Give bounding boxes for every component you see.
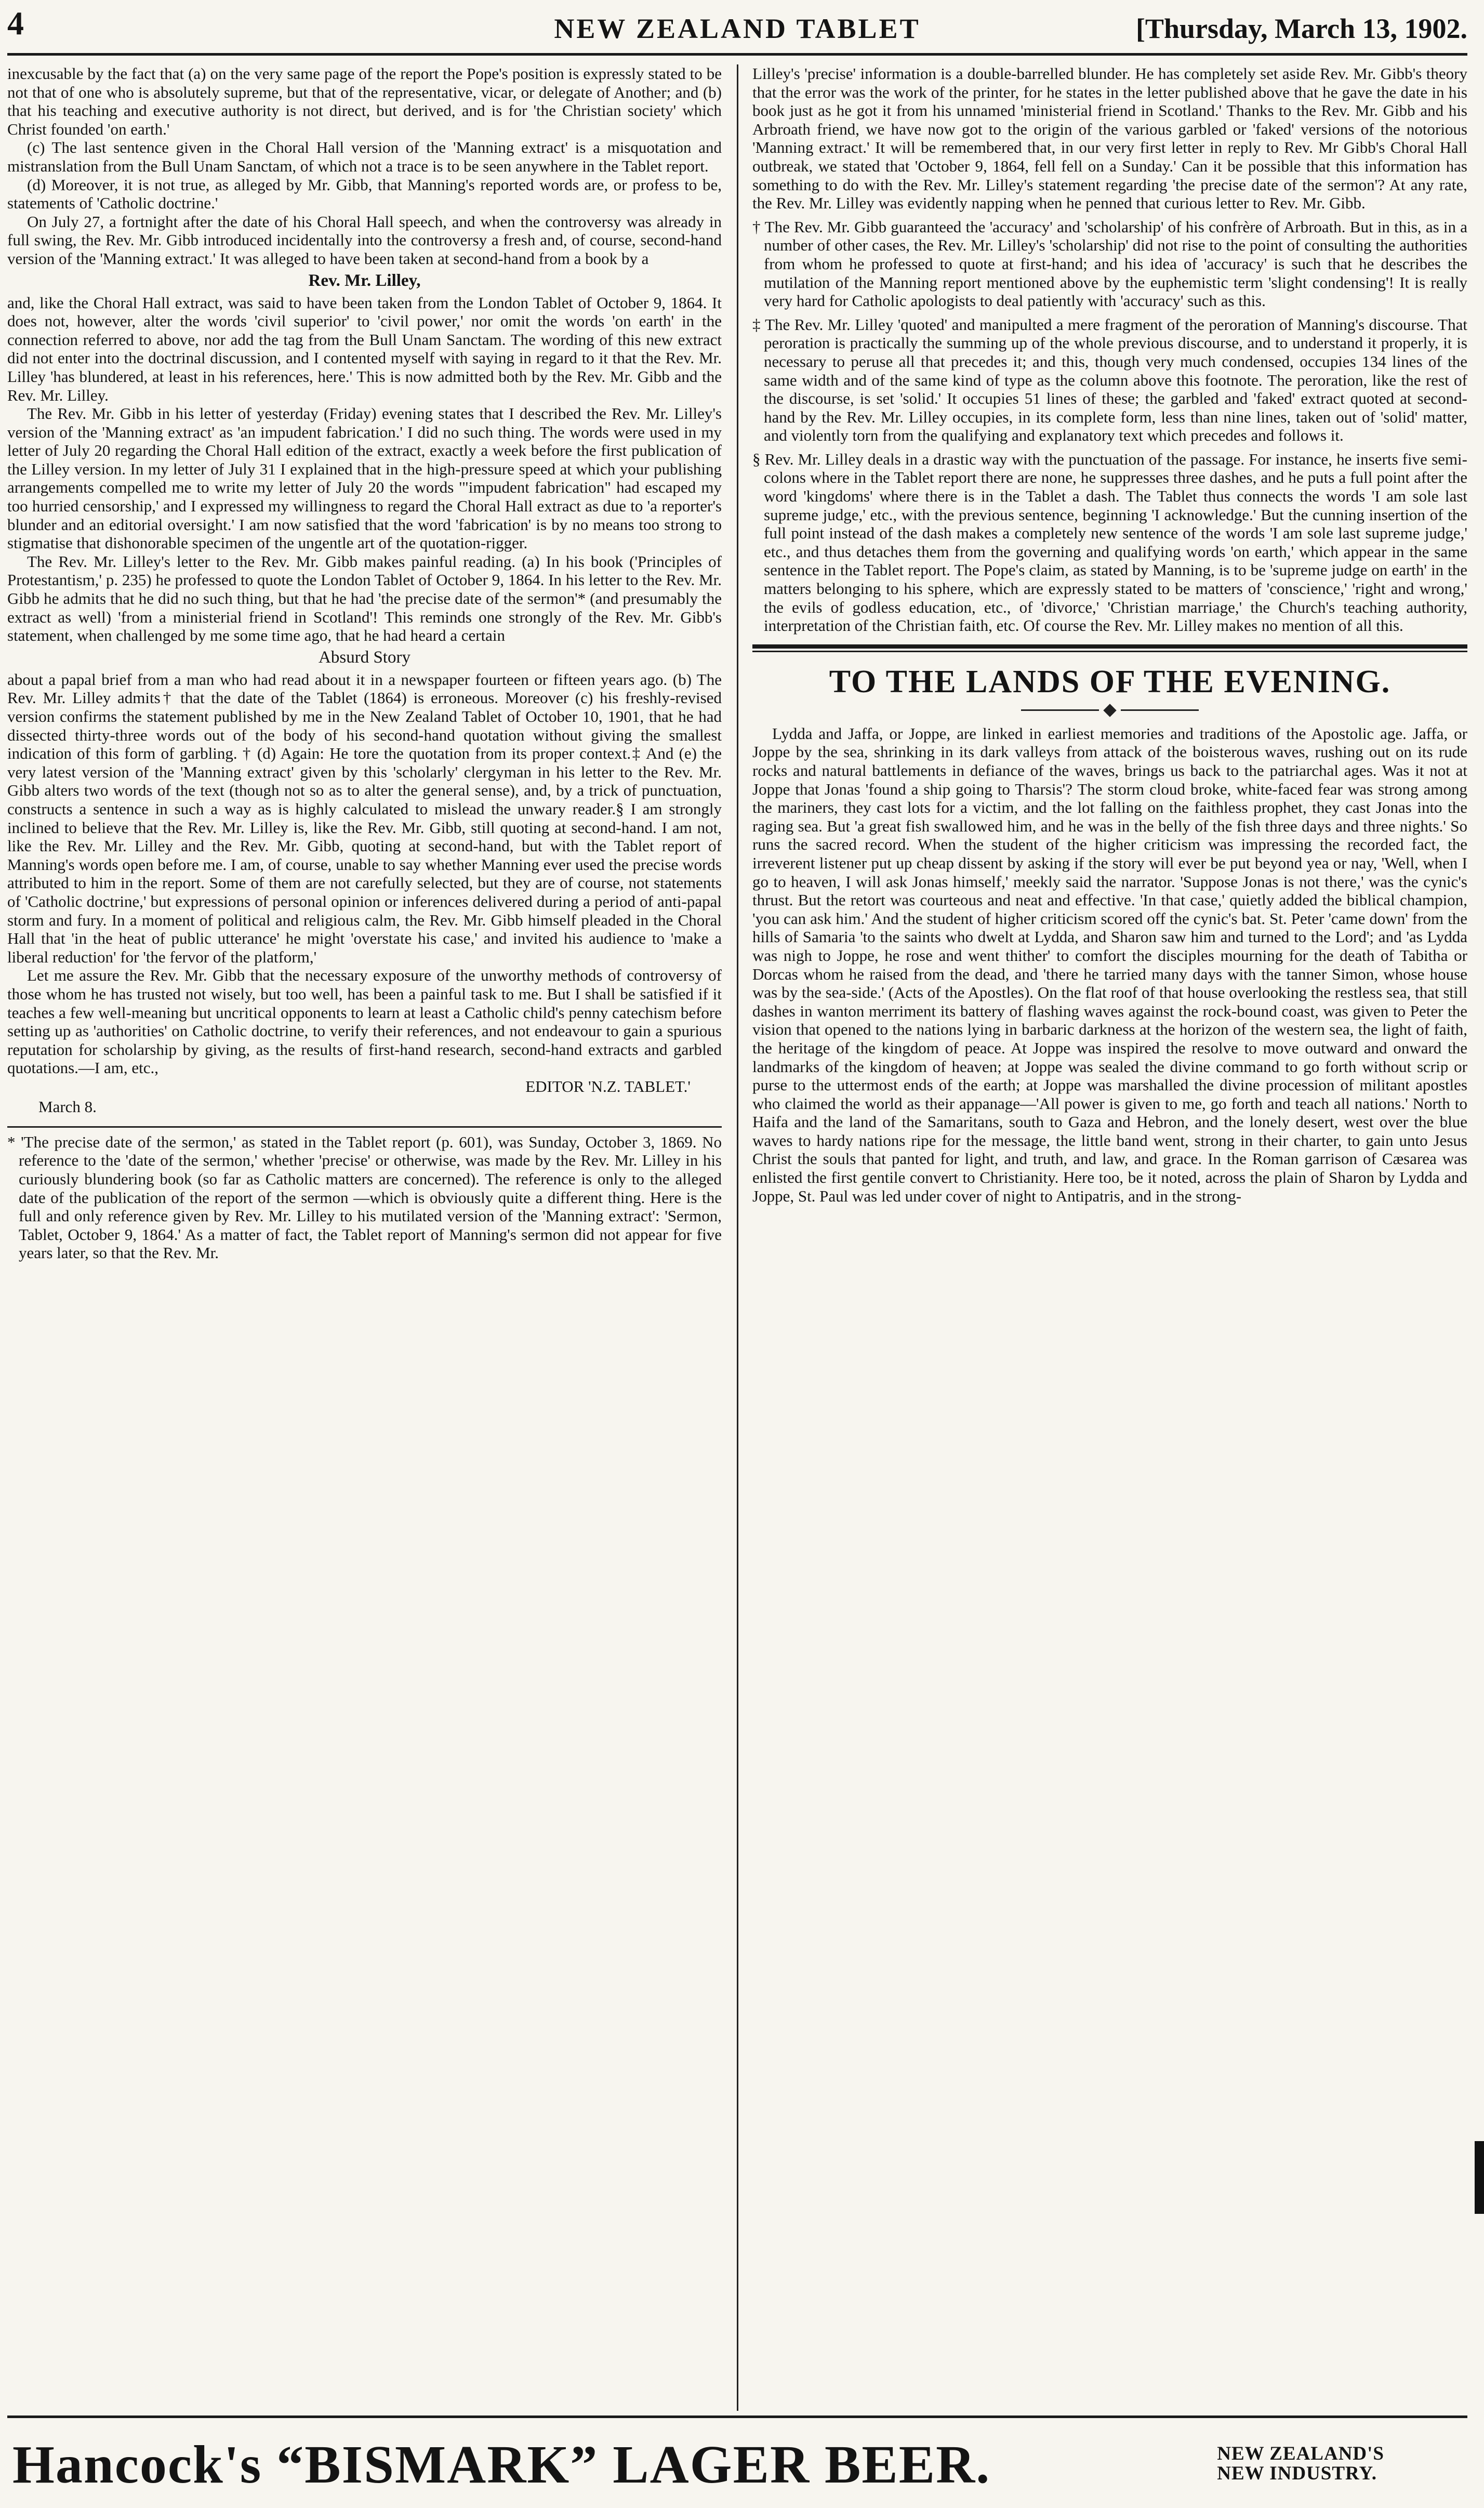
article-paragraph: and, like the Choral Hall extract, was said to have been taken from the London Tablet of October 9, 1864. It does not, however, alter the words 'civil superior' to 'civil power,' nor omit the words 'on earth' in the connection referred to above, nor add the tag from the Bull Unam Sanctam. The wording of this new extract did not enter into the doctrinal discussion, and I contented myself with saying in regard to it that the Rev. Mr. Lilley 'has blundered, at least in his references, here.' This is now admitted both by the Rev. Mr. Gibb and the Rev. Mr. Lilley. [7, 293, 722, 404]
right-column [752, 64, 1467, 2411]
section-rule [752, 651, 1467, 652]
column-divider [737, 64, 738, 2411]
section-rule [752, 644, 1467, 649]
letter-dateline: March 8. [38, 1097, 97, 1116]
margin-tab [1475, 2141, 1484, 2214]
subheading: Rev. Mr. Lilley, [308, 271, 421, 290]
section-title: TO THE LANDS OF THE EVENING. [829, 664, 1391, 699]
ornament-divider [752, 706, 1467, 715]
diamond-icon [1103, 704, 1116, 717]
advert-title: Hancock's “BISMARK” LAGER BEER. [12, 2435, 991, 2494]
article-paragraph: The Rev. Mr. Lilley's letter to the Rev. Mr. Gibb makes painful reading. (a) In his book ('Principles of Protestantism,' p. 235) he professed to quote the London Tablet of October 9, 1864. In his letter to the Rev. Mr. Gibb he admits that he did no such thing, but that he had 'the precise date of the sermon'* (and presumably the extract as well) 'from a ministerial friend in Scotland'! This reminds one strongly of the Rev. Mr. Gibb's statement, when challenged by me some time ago, that he had heard a certain [7, 552, 722, 645]
tagline-line: NEW INDUSTRY. [1217, 2463, 1377, 2484]
footnote-continued: Lilley's 'precise' information is a double-barrelled blunder. He has completely set aside Rev. Mr. Gibb's theory that the error was the work of the printer, for he states in the letter published above that he gave the date in his book just as he got it from his unnamed 'ministerial friend in Scotland.' Thanks to the Rev. Mr. Gibb and his Arbroath friend, we have now got to the origin of the various garbled or 'faked' versions of the notorious 'Manning extract.' It will be remembered that, in our very first letter in reply to Rev. Mr Gibb's Choral Hall outbreak, we stated that 'October 9, 1864, fell fell on a Sunday.' Can it be possible that this information has something to do with the Rev. Mr. Lilley's statement regarding 'the precise date of the sermon'? At any rate, the Rev. Mr. Lilley was evidently napping when he penned that curious letter to Rev. Mr. Gibb. [752, 64, 1467, 213]
ornament-line [1121, 709, 1199, 711]
footnote-divider [7, 1126, 722, 1128]
article-paragraph: about a papal brief from a man who had read about it in a newspaper fourteen or fifteen years ago. (b) The Rev. Mr. Lilley admits† that the date of the Tablet (1864) is erroneous. Moreover (c) his freshly-revised version confirms the statement published by me in the New Zealand Tablet of October 10, 1901, that he had dissected thirty-three words out of the body of his second-hand quotation without giving the smallest indication of this form of garbling. † (d) Again: He tore the quotation from its proper context.‡ And (e) the very latest version of the 'Manning extract' given by this 'scholarly' clergyman in his letter to the Rev. Mr. Gibb alters two words of the text (though not so as to alter the general sense), and, by a trick of punctuation, constructs a sentence in such a way as is highly calculated to mislead the unwary reader.§ I am strongly inclined to believe that the Rev. Mr. Lilley is, like the Rev. Mr. Gibb, still quoting at second-hand. I am not, like the Rev. Mr. Lilley and the Rev. Mr. Gibb, quoting at second-hand, but with the Tablet report of Manning's words open before me. I am, of course, unable to say whether Manning ever used the precise words attributed to him in the report. Some of them are not carefully selected, but they are of course, not statements of 'Catholic doctrine,' but expressions of personal opinion or inferences delivered during a period of anti-papal storm and fury. In a moment of political and religious calm, the Rev. Mr. Gibb himself pleaded in the Choral Hall that 'in the heat of public utterance' he might 'overstate his case,' and invited his audience to 'make a liberal reduction' for 'the fervor of the platform,' [7, 670, 722, 966]
article-paragraph: (d) Moreover, it is not true, as alleged by Mr. Gibb, that Manning's reported words are, or profess to be, statements of 'Catholic doctrine.' [7, 175, 722, 213]
advertisement-banner [7, 2415, 1467, 2501]
article-paragraph: On July 27, a fortnight after the date of his Choral Hall speech, and when the controversy was already in full swing, the Rev. Mr. Gibb introduced incidentally into the controversy a fresh and, of course, second-hand version of the 'Manning extract.' It was alleged to have been taken at second-hand from a book by a [7, 212, 722, 268]
page-number: 4 [7, 5, 24, 42]
article-paragraph: Lydda and Jaffa, or Joppe, are linked in earliest memories and traditions of the Apostolic age. Jaffa, or Joppe by the sea, shrinking in its dark valleys from attack of the boisterous waves, rushing out on its rude rocks and natural battlements in defiance of the waves, brings us back to the patriarchal ages. Was it not at Joppe that Jonas 'found a ship going to Tharsis'? The storm cloud broke, white-faced fear was strong among the mariners, they cast lots for a victim, and the lot falling on the faithless prophet, they cast Jonas into the raging sea. But 'a great fish swallowed him, and he was in the belly of the fish three days and three nights.' So runs the sacred record. When the student of the higher criticism was impressing the recorded fact, the irreverent listener put up cheap dissent by asking if the story will ever be put beyond yea or nay, 'Well, when I go to heaven, I will ask Jonas himself,' meekly said the narrator. 'Suppose Jonas is not there,' was the cynic's thrust. But the retort was courteous and neat and effective. 'In that case,' quietly added the biblical champion, 'you can ask him.' And the student of higher criticism scored off the cynic's bat. St. Peter 'came down' from the hills of Samaria 'to the saints who dwelt at Lydda, and Sharon saw him and turned to the Lord'; and 'as Lydda was nigh to Joppe, he rose and went thither' to comfort the disciples mourning for the death of Tabitha or Dorcas whom he raised from the dead, and 'there he tarried many days with the tanner Simon, whose house was by the sea-side.' (Acts of the Apostles). On the flat roof of that house overlooking the restless sea, that still dashes in wanton merriment its battery of flashing waves against the rock-bound coast, was given to Peter the vision that opened to the nations lying in barbaric darkness at the horizon of the western sea, the light of faith, the heritage of the kingdom of peace. At Joppe was inspired the resolve to move outward and onward the landmarks of the kingdom of heaven; at Joppe was sealed the divine command to go forth without scrip or purse to the uttermost ends of the earth; at Joppe was marshalled the divine procession of militant apostles who claimed the world as their appanage—'All power is given to me, go forth and teach all nations.' North to Haifa and the land of the Samaritans, south to Gaza and Hebron, and the lonely desert, west over the blue waves to hardy nations ripe for the message, the little band went, strong in their charter, to gain unto Jesus Christ the souls that panted for light, and truth, and law, and grace. In the Roman garrison of Cæsarea was enlisted the first gentile convert to Christianity. Here too, be it noted, across the plain of Sharon by Lydda and Joppe, St. Paul was led under cover of night to Antipatris, and in the strong- [752, 724, 1467, 1205]
editor-signature: EDITOR 'N.Z. TABLET.' [525, 1077, 691, 1095]
footnote: ‡ The Rev. Mr. Lilley 'quoted' and manipulted a mere fragment of the peroration of Manning's discourse. That peroration is practically the summing up of the whole previous discourse, and to understand it properly, it is necessary to peruse all that precedes it; and this, though very much condensed, occupies 134 lines of the same width and of the same kind of type as the column above this footnote. The peroration, like the rest of the discourse, is set 'solid.' It occupies 51 lines of these; the garbled and 'faked' extract quoted at second-hand by the Rev. Mr. Lilley occupies, in its complete form, less than nine lines, taken out of 'solid' matter, and violently torn from the qualifying and explanatory text which precedes and follows it. [752, 315, 1467, 445]
page-header [7, 3, 1467, 56]
issue-date: [Thursday, March 13, 1902. [1135, 13, 1467, 44]
ornament-line [1021, 709, 1099, 711]
article-paragraph: Let me assure the Rev. Mr. Gibb that the necessary exposure of the unworthy methods of controversy of those whom he has trusted not wisely, but too well, has been a painful task to me. But I shall be satisfied if it teaches a few well-meaning but uncritical opponents to learn at least a Catholic child's penny catechism before setting up as 'authorities' on Catholic doctrine, to verify their references, and not endeavour to gain a spurious reputation for scholarship by giving, as the results of first-hand research, second-hand extracts and garbled quotations.—I am, etc., [7, 966, 722, 1077]
article-paragraph: The Rev. Mr. Gibb in his letter of yesterday (Friday) evening states that I described the Rev. Mr. Lilley's version of the 'Manning extract' as 'an impudent fabrication.' I did no such thing. The words were used in my letter of July 20 regarding the Choral Hall edition of the extract, exactly a week before the first publication of the Lilley version. In my letter of July 31 I explained that in the high-pressure speed at which your publishing arrangements compelled me to write my letter of July 20 the words '"impudent fabrication" had escaped my too hurried censorship,' and I expressed my willingness to regard the Choral Hall extract as due to 'a reporter's blunder and an editorial oversight.' I am now satisfied that the word 'fabrication' is by no means too strong to stigmatise that dishonorable specimen of the ungentle art of the quotation-rigger. [7, 404, 722, 552]
article-paragraph: inexcusable by the fact that (a) on the very same page of the report the Pope's position is expressly stated to be not that of one who is absolutely supreme, but that of the representative, vicar, or delegate of Another; and (b) that his teaching and executive authority is not direct, but derived, and is for 'the Christian society' which Christ founded 'on earth.' [7, 64, 722, 138]
left-column [7, 64, 722, 2411]
article-paragraph: (c) The last sentence given in the Choral Hall version of the 'Manning extract' is a misquotation and mistranslation from the Bull Unam Sanctam, of which not a trace is to be seen anywhere in the Tablet report. [7, 138, 722, 175]
tagline-line: NEW ZEALAND'S [1217, 2443, 1384, 2464]
subheading: Absurd Story [319, 648, 410, 667]
masthead-title: NEW ZEALAND TABLET [554, 13, 921, 44]
footnote: * 'The precise date of the sermon,' as stated in the Tablet report (p. 601), was Sunday, October 3, 1869. No reference to the 'date of the sermon,' whether 'precise' or otherwise, was made by the Rev. Mr. Lilley in his curiously blundering book (so far as Catholic matters are concerned). The reference is only to the alleged date of the publication of the report of the sermon —which is obviously quite a different thing. Here is the full and only reference given by Rev. Mr. Lilley to his mutilated version of the 'Manning extract': 'Sermon, Tablet, October 9, 1864.' As a matter of fact, the Tablet report of Manning's sermon did not appear for five years later, so that the Rev. Mr. [7, 1132, 722, 1262]
advert-tagline [1217, 2444, 1384, 2484]
footnote: § Rev. Mr. Lilley deals in a drastic way with the punctuation of the passage. For instance, he inserts five semi-colons where in the Tablet report there are none, he suppresses three dashes, and he puts a full point after the word 'kingdoms' where there is in the Tablet a dash. The Tablet thus connects the words 'I am sole last supreme judge,' etc., with the previous sentence, beginning 'I acknowledge.' But the cunning insertion of the full point instead of the dash makes a completely new sentence of the words 'I am sole last supreme judge,' etc., and thus detaches them from the governing and qualifying words 'on earth,' which appear in the same sentence in the Tablet report. The Pope's claim, as stated by Manning, is to be 'supreme judge on earth' in the matters belonging to his sphere, which are expressly stated to be matters of 'conscience,' 'right and wrong,' the evils of godless education, etc., of 'divorce,' 'Christian marriage,' the Church's teaching authority, interpretation of the Christian faith, etc. Of course the Rev. Mr. Lilley makes no mention of all this. [752, 450, 1467, 635]
footnote: † The Rev. Mr. Gibb guaranteed the 'accuracy' and 'scholarship' of his confrère of Arbroath. But in this, as in a number of other cases, the Rev. Mr. Lilley's 'scholarship' did not rise to the point of consulting the authorities from whom he professed to quote at first-hand; and his idea of 'accuracy' is such that he describes the mutilation of the Manning report mentioned above by the euphemistic term 'slight condensing'! It is really very hard for Catholic apologists to deal patiently with 'accuracy' such as this. [752, 217, 1467, 310]
